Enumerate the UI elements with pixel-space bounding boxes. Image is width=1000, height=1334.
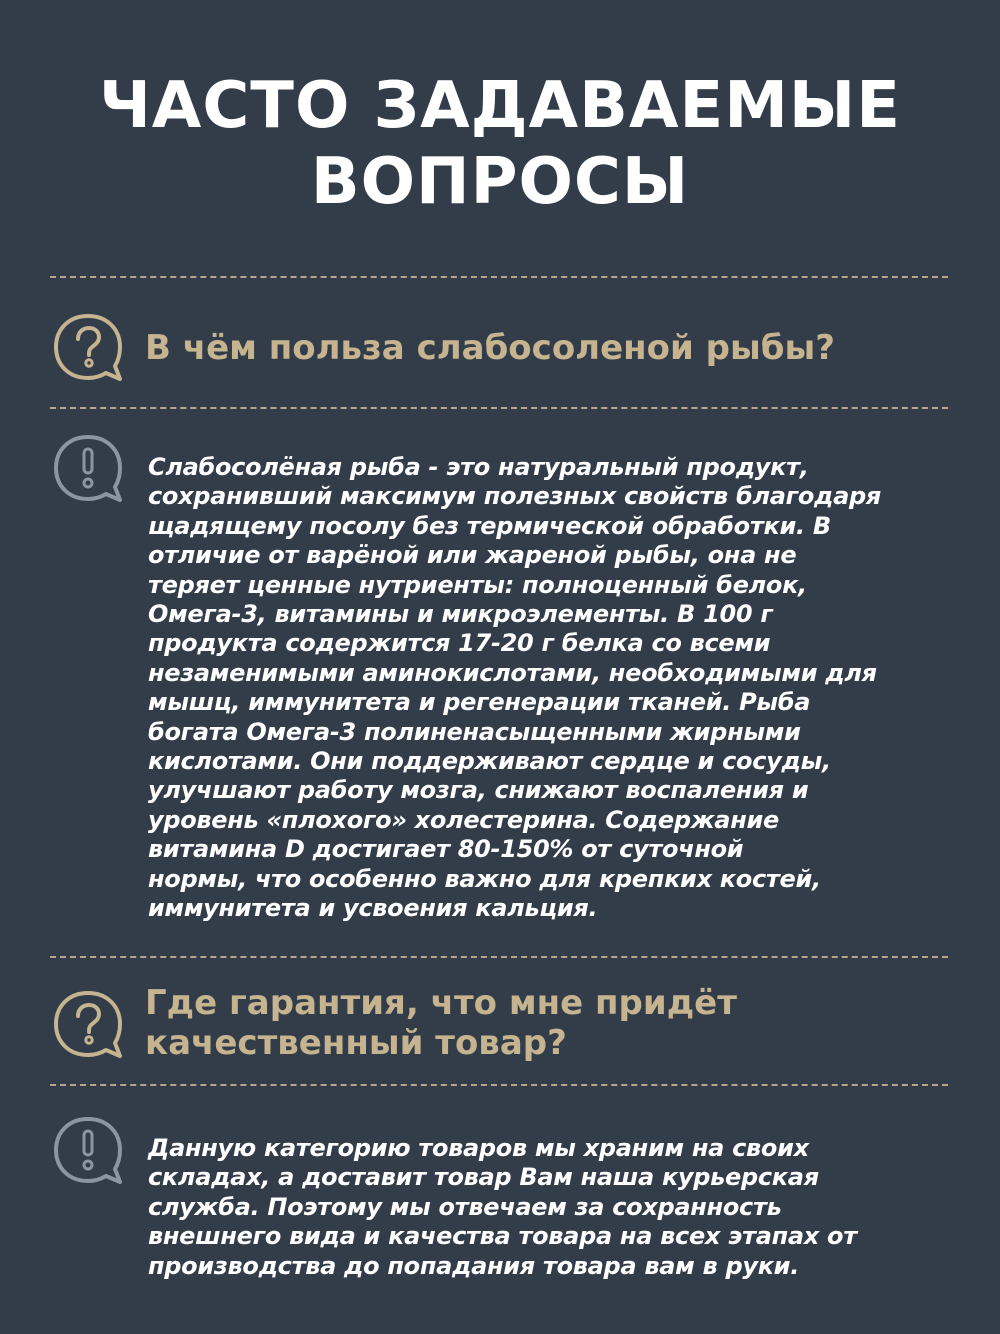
faq-question-1: В чём польза слабосоленой рыбы? [145, 328, 835, 368]
divider [50, 956, 948, 958]
faq-answer-2: Данную категорию товаров мы храним на своих складах, а доставит товар Вам наша курьерская служба. Поэтому мы отвечаем за сохранность внешнего вида и качества товара на всех этапах от производства до попадания товара вам в руки. [148, 1134, 857, 1280]
faq-question-2-line-1: Где гарантия, что мне придёт [145, 983, 737, 1023]
divider [50, 407, 948, 409]
question-bubble-icon [52, 312, 124, 384]
divider [50, 1084, 948, 1086]
page-title [0, 68, 1000, 220]
faq-question-2 [145, 983, 737, 1063]
exclamation-bubble-icon [52, 433, 124, 505]
divider [50, 276, 948, 278]
question-bubble-icon [52, 989, 124, 1061]
title-line-2: ВОПРОСЫ [310, 145, 690, 219]
exclamation-bubble-icon [52, 1115, 124, 1187]
title-line-1: ЧАСТО ЗАДАВАЕМЫЕ [99, 69, 901, 143]
faq-question-2-line-2: качественный товар? [145, 1023, 567, 1063]
faq-answer-1: Слабосолёная рыба - это натуральный продукт, сохранивший максимум полезных свойств благодаря щадящему посолу без термической обработки. В отличие от варёной или жареной рыбы, она не теряет ценные нутриенты: полноценный белок, Омега-3, витамины и микроэлементы. В 100 г продукта содержится 17-20 г белка со всеми незаменимыми аминокислотами, необходимыми для мышц, иммунитета и регенерации тканей. Рыба богата Омега-3 полиненасыщенными жирными кислотами. Они поддерживают сердце и сосуды, улучшают работу мозга, снижают воспаления и уровень «плохого» холестерина. Содержание витамина D достигает 80-150% от суточной нормы, что особенно важно для крепких костей, иммунитета и усвоения кальция. [148, 453, 882, 923]
